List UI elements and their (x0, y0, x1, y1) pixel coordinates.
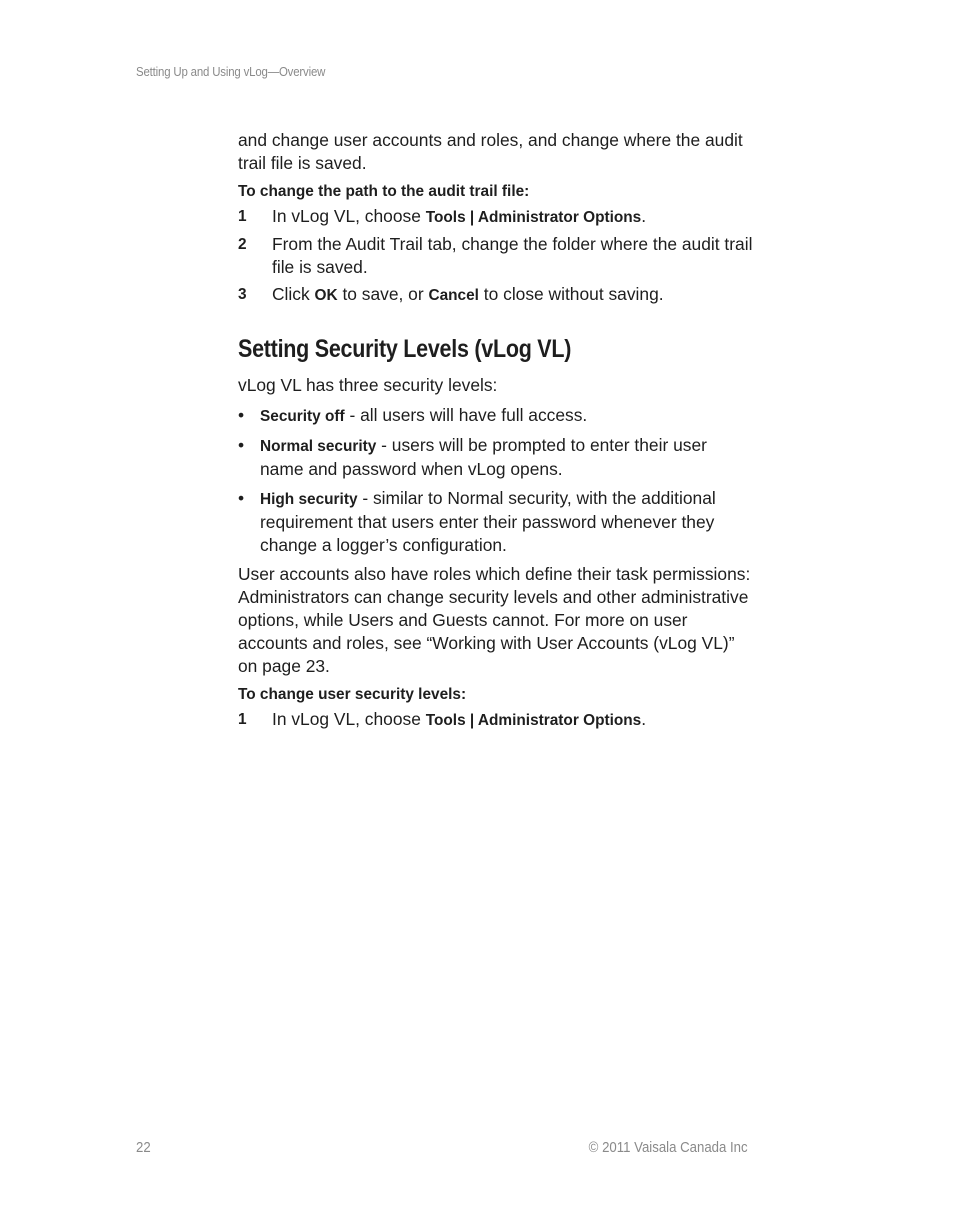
step-text-before: In vLog VL, choose (272, 709, 426, 729)
step-text (272, 283, 754, 307)
bullet-term: Normal security (260, 438, 377, 455)
procedure-step (238, 283, 754, 307)
step-number: 3 (238, 286, 247, 303)
procedure-step (238, 205, 754, 229)
bullet-term: Security off (260, 408, 345, 425)
step-text (272, 708, 754, 732)
step-number: 1 (238, 208, 247, 225)
bullet-text (260, 434, 754, 481)
procedure-title: To change the path to the audit trail file: (238, 183, 530, 200)
step-text-after: to close without saving. (478, 284, 664, 304)
bullet-mark: • (238, 405, 245, 425)
section-heading: Setting Security Levels (vLog VL) (238, 335, 572, 363)
section-lead: vLog VL has three security levels: (238, 375, 498, 395)
page-content (238, 129, 754, 736)
cancel-label: Cancel (428, 287, 479, 304)
bullet-item (238, 434, 754, 481)
bullet-item (238, 487, 754, 557)
procedure-title: To change user security levels: (238, 686, 467, 703)
running-head: Setting Up and Using vLog—Overview (136, 64, 326, 79)
bullet-mark: • (238, 435, 245, 455)
procedure-step (238, 233, 754, 279)
bullet-text (260, 487, 754, 557)
step-text (272, 205, 754, 229)
step-number: 1 (238, 711, 247, 728)
bullet-item (238, 404, 754, 428)
menu-path: Tools | Administrator Options (425, 209, 642, 226)
copyright-notice: © 2011 Vaisala Canada Inc (589, 1139, 748, 1156)
procedure-step (238, 708, 754, 732)
ok-label: OK (314, 287, 338, 304)
bullet-description: - users will be prompted to enter their user name and password when vLog opens. (260, 435, 707, 479)
body-paragraph: User accounts also have roles which define their task permissions: Administrators can change security levels and other administrative options, while Users and Guests cannot. For more on user accounts and roles, see “Working with User Accounts (vLog VL)” on page 23. (238, 564, 751, 676)
page-number: 22 (136, 1139, 151, 1156)
bullet-description: - similar to Normal security, with the additional requirement that users enter their password whenever they change a logger’s configuration. (260, 488, 716, 555)
step-text-middle: to save, or (337, 284, 429, 304)
step-text-after: . (641, 709, 647, 729)
bullet-description: - all users will have full access. (344, 405, 588, 425)
step-number: 2 (238, 236, 247, 253)
step-text-after: . (641, 206, 647, 226)
bullet-term: High security (260, 491, 358, 508)
bullet-text (260, 404, 754, 428)
menu-path: Tools | Administrator Options (425, 712, 642, 729)
bullet-mark: • (238, 488, 245, 508)
step-text-before: Click (272, 284, 315, 304)
step-text-before: In vLog VL, choose (272, 206, 426, 226)
intro-paragraph: and change user accounts and roles, and change where the audit trail file is saved. (238, 130, 743, 173)
step-text: From the Audit Trail tab, change the folder where the audit trail file is saved. (272, 234, 753, 277)
